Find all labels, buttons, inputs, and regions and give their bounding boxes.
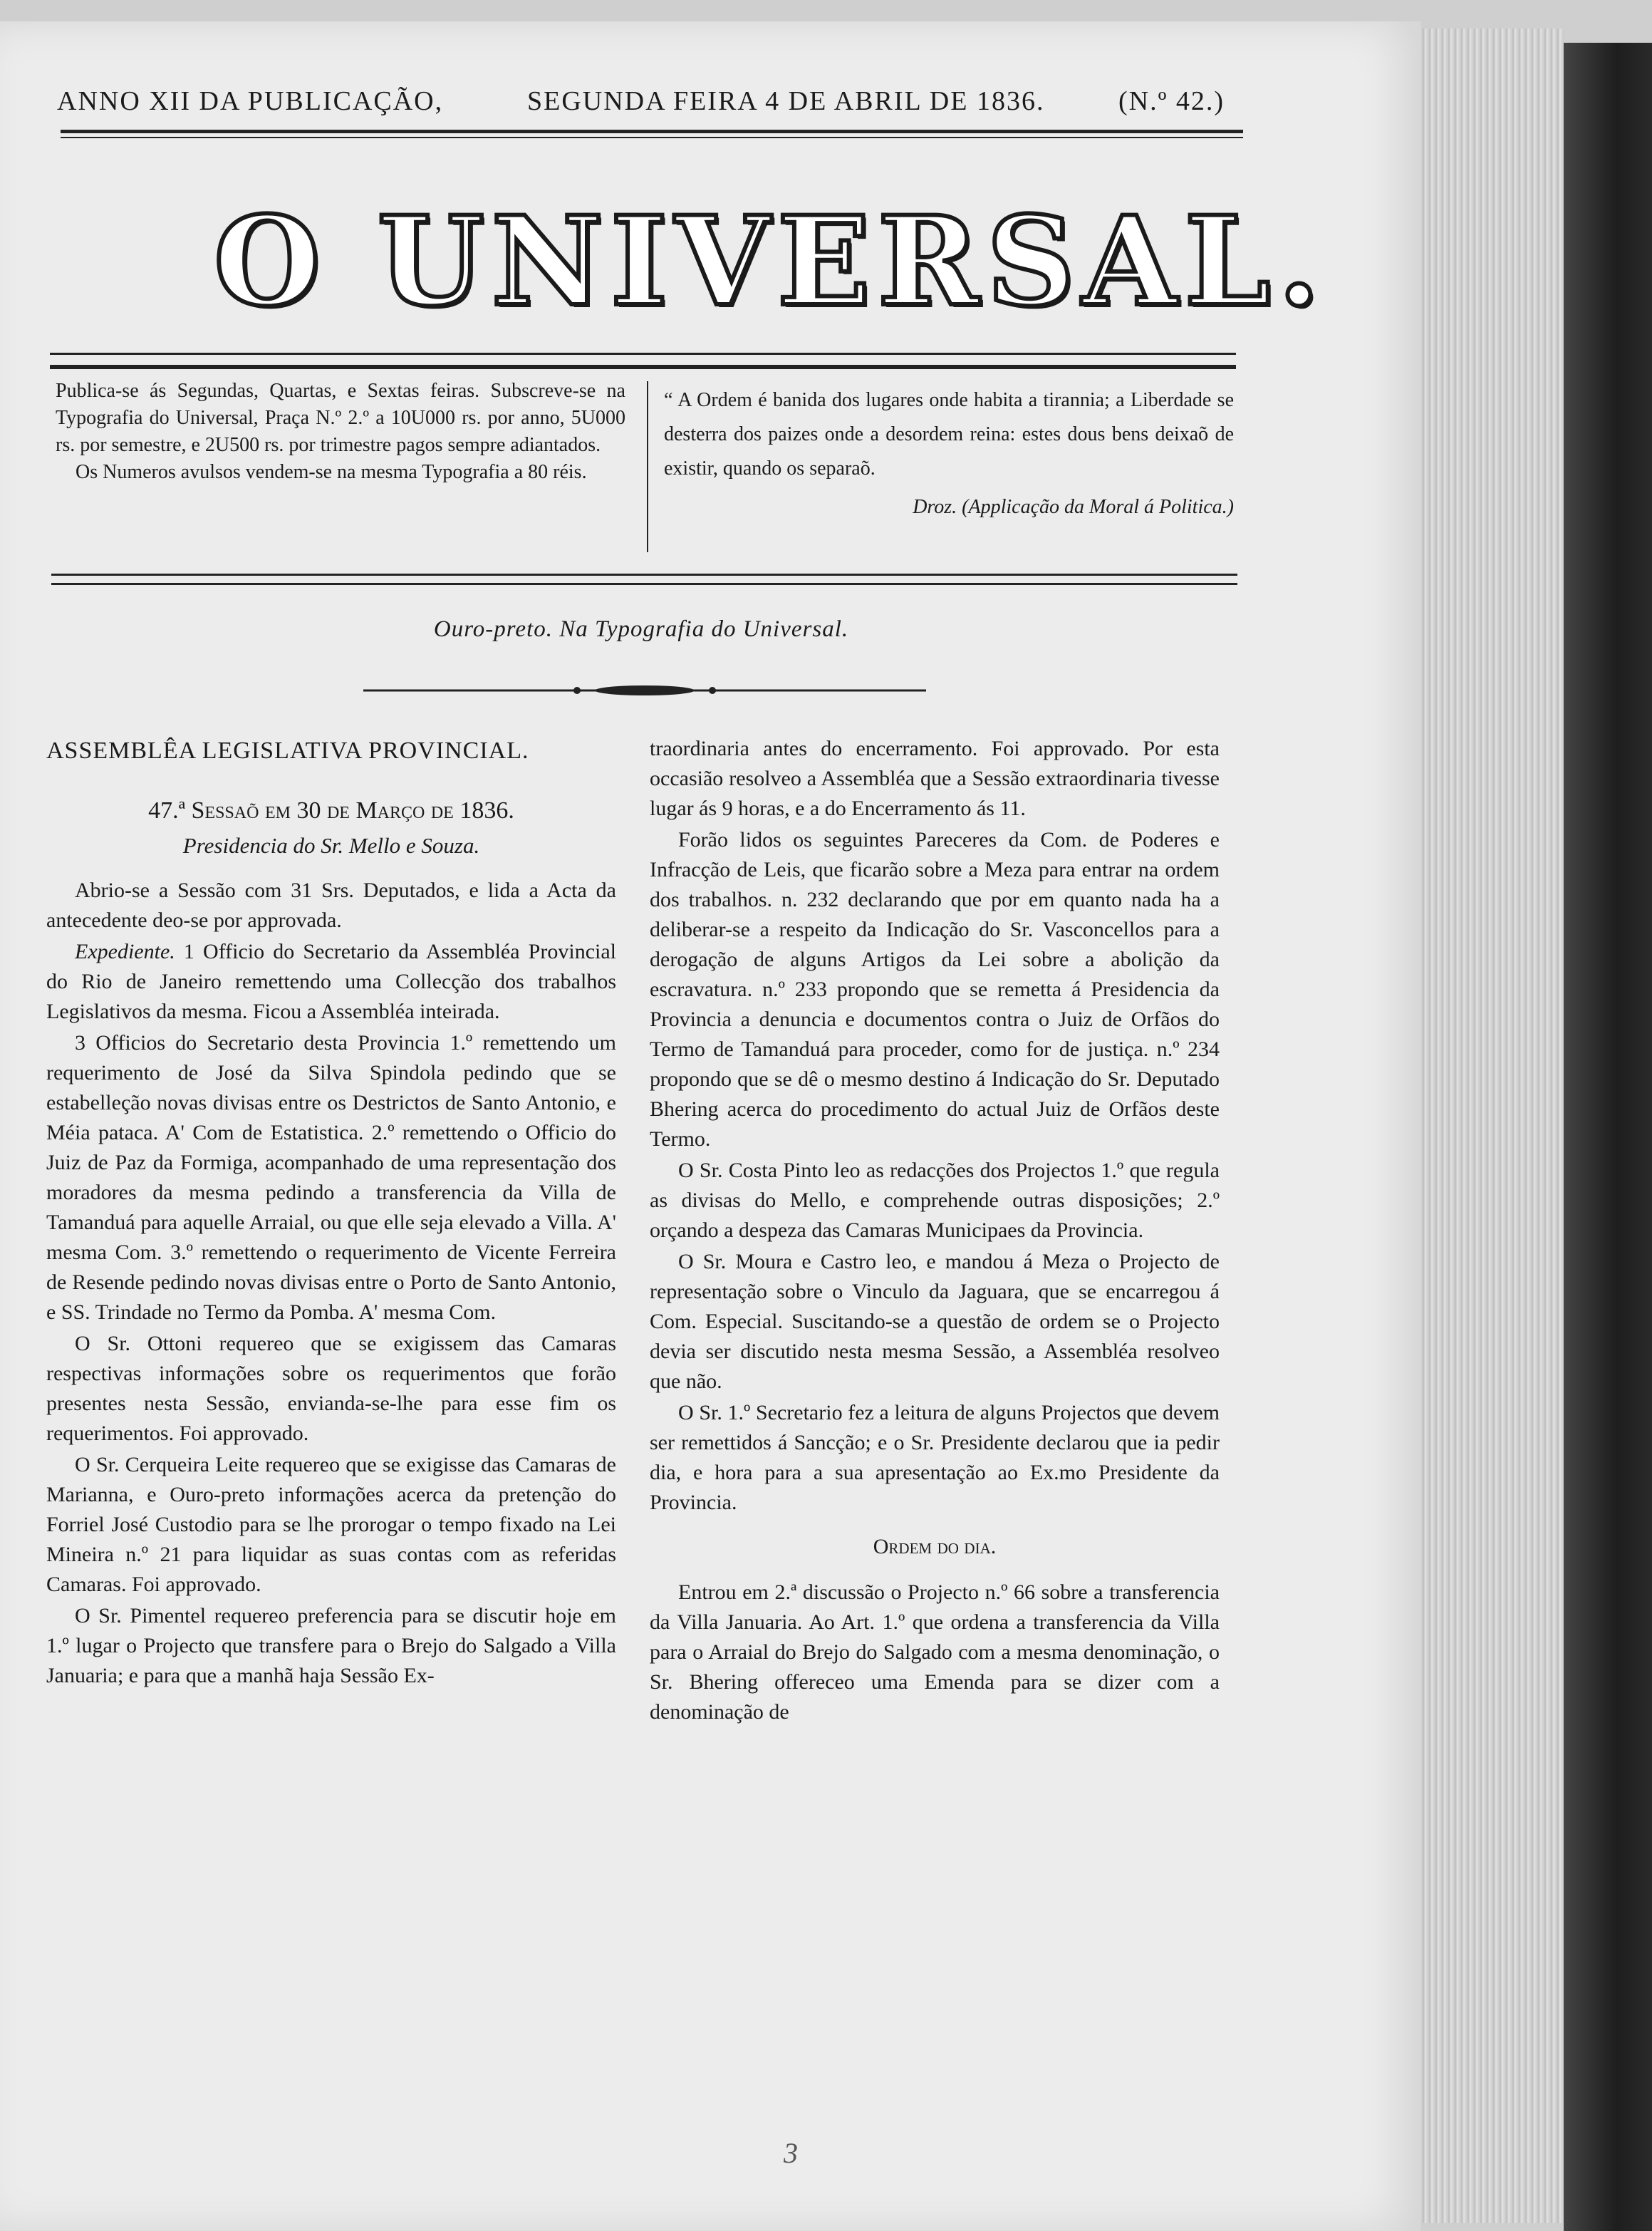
- page-edges: [1421, 29, 1564, 2223]
- paragraph: O Sr. Cerqueira Leite requereo que se exigisse das Camaras de Marianna, e Ouro-preto informações acerca da pretenção do Forriel José Custodio para se lhe prorogar o tempo fixado na Lei Mineira n.º 21 para liquidar as suas contas com as referidas Camaras. Foi approvado.: [46, 1452, 616, 1596]
- info-rule: [51, 574, 1237, 585]
- header-year: ANNO XII DA PUBLICAÇÃO,: [57, 86, 444, 116]
- expediente-paragraph: [46, 937, 616, 1027]
- ordem-heading: Ordem do dia.: [873, 1535, 997, 1558]
- single-issue-text: Os Numeros avulsos vendem-se na mesma Typografia a 80 réis.: [76, 461, 587, 484]
- paragraph: O Sr. 1.º Secretario fez a leitura de alguns Projectos que devem ser remettidos á Sancção; e o Sr. Presidente declarou que ia pedir dia, e hora para a sua apresentação ao Ex.mo Presidente da Provincia.: [650, 1401, 1220, 1514]
- page-mark: 3: [784, 2137, 798, 2169]
- masthead-title: O UNIVERSAL.: [214, 189, 1328, 333]
- header-number: (N.º 42.): [1118, 86, 1225, 116]
- imprint-line: Ouro-preto. Na Typografia do Universal.: [433, 616, 849, 642]
- book-binding: [1564, 43, 1652, 2231]
- paragraph: O Sr. Pimentel requereo preferencia para se discutir hoje em 1.º lugar o Projecto que transfere para o Brejo do Salgado a Villa Januaria; e para que a manhã haja Sessão Ex-: [46, 1603, 616, 1687]
- paragraph: Entrou em 2.ª discussão o Projecto n.º 66 sobre a transferencia da Villa Januaria. Ao Art. 1.º que ordena a transferencia da Villa para o Arraial do Brejo do Salgado com a mesma denominação, o Sr. Bhering offereceo uma Emenda para se dizer com a denominação de: [650, 1580, 1220, 1724]
- masthead-rule: [50, 353, 1236, 369]
- epigraph-quote: “ A Ordem é banida dos lugares onde habita a tirannia; a Liberdade se desterra dos paizes onde a desordem reina: estes dous bens deixaõ de existir, quando os separaõ.: [664, 389, 1234, 480]
- paragraph: O Sr. Costa Pinto leo as redacções dos Projectos 1.º que regula as divisas do Mello, e comprehende outras disposições; 2.º orçando a despeza das Camaras Municipaes da Provincia.: [650, 1159, 1220, 1242]
- ornament-divider: [363, 683, 926, 698]
- subscription-info: [56, 378, 625, 486]
- info-divider: [647, 381, 648, 552]
- header-date: SEGUNDA FEIRA 4 DE ABRIL DE 1836.: [527, 86, 1045, 116]
- header-rule: [61, 130, 1243, 138]
- paragraph: 3 Officios do Secretario desta Provincia 1.º remettendo um requerimento de José da Silva Spindola pedindo que se estabelleção novas divisas entre os Destrictos de Santo Antonio, e Méia pataca. A' Com de Estatistica. 2.º remettendo o Officio do Juiz de Paz da Formiga, acompanhado de uma representação dos moradores da mesma pedindo a transferencia da Villa de Tamanduá para aquelle Arraial, ou que elle seja elevado a Villa. A' mesma Com. 3.º remettendo o requerimento de Vicente Ferreira de Resende pedindo novas divisas entre o Porto de Santo Antonio, e SS. Trindade no Termo da Pomba. A' mesma Com.: [46, 1030, 616, 1324]
- presidency-line: Presidencia do Sr. Mello e Souza.: [182, 833, 480, 859]
- expediente-text: 1 Officio do Secretario da Assembléa Provincial do Rio de Janeiro remettendo uma Collecção dos trabalhos Legislativos da mesma. Ficou a Assembléa inteirada.: [46, 939, 616, 1023]
- column-right: [650, 734, 1220, 1729]
- paragraph: O Sr. Moura e Castro leo, e mandou á Meza o Projecto de representação sobre o Vinculo da Jaguara, que se encarregou á Com. Especial. Suscitando-se a questão de ordem se o Projecto devia ser discutido nesta mesma Sessão, a Assembléa resolveo que não.: [650, 1250, 1220, 1393]
- epigraph-attribution: Droz. (Applicação da Moral á Politica.): [913, 496, 1234, 519]
- subscription-text: Publica-se ás Segundas, Quartas, e Sextas feiras. Subscreve-se na Typografia do Universal, Praça N.º 2.º a 10U000 rs. por anno, 5U000 rs. por semestre, e 2U500 rs. por trimestre pagos sempre adiantados.: [56, 380, 625, 457]
- column-left: [46, 734, 616, 1692]
- paragraph: Forão lidos os seguintes Pareceres da Com. de Poderes e Infracção de Leis, que ficarão sobre a Meza para entrar na ordem dos trabalhos. n. 232 declarando que por em quanto nada ha a deliberar-se a respeito da Indicação do Sr. Vasconcellos para a derogação de alguns Artigos da Lei sobre a abolição da escravatura. n.º 233 propondo que se remetta á Presidencia da Provincia a denuncia e documentos contra o Juiz de Orfãos do Termo de Tamanduá para proceder, como for de justiça. n.º 234 propondo que se dê o mesmo destino á Indicação do Sr. Deputado Bhering acerca do procedimento do actual Juiz de Orfãos deste Termo.: [650, 828, 1220, 1151]
- epigraph: [664, 383, 1234, 525]
- paragraph: Abrio-se a Sessão com 31 Srs. Deputados, e lida a Acta da antecedente deo-se por approvada.: [46, 878, 616, 932]
- paragraph: O Sr. Ottoni requereo que se exigissem das Camaras respectivas informações sobre os requerimentos que forão presentes nesta Sessão, envianda-se-lhe para esse fim os requerimentos. Foi approvado.: [46, 1331, 616, 1445]
- session-heading: 47.ª Sessaõ em 30 de Março de 1836.: [148, 797, 514, 824]
- expediente-label: Expediente.: [75, 939, 175, 963]
- section-title: ASSEMBLÊA LEGISLATIVA PROVINCIAL.: [46, 737, 529, 764]
- paragraph: traordinaria antes do encerramento. Foi approvado. Por esta occasião resolveo a Assembléa que a Sessão extraordinaria tivesse lugar ás 9 horas, e a do Encerramento ás 11.: [650, 737, 1220, 820]
